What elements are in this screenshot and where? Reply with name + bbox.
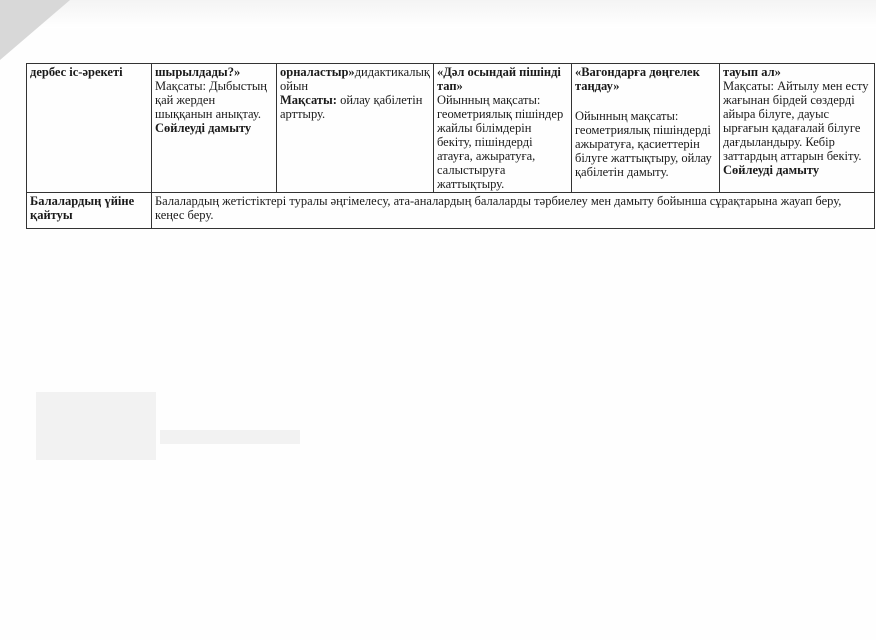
scan-top-edge: [0, 0, 876, 28]
cell-goal-label: Мақсаты:: [280, 93, 337, 107]
cell-title-tail: дидактикалық ойын: [280, 65, 430, 93]
table-cell: [277, 64, 434, 193]
cell-title: «Вагондарға дөңгелек таңдау»: [574, 65, 700, 93]
cell-body: ойлау қабілетін арттыру.: [280, 93, 423, 121]
cell-body: Мақсаты: Айтылу мен есту жағынан бірдей сөздерді айыра білуге, дауыс ырғағын қадағалай білуге дағдыландыру. Кебір заттардың аттарын бекіту.: [722, 79, 869, 163]
cell-skill: Сөйлеуді дамыту: [722, 163, 820, 177]
row-header-cell: [27, 193, 152, 229]
table-cell: [719, 64, 874, 193]
cell-title: «Дәл осындай пішінді тап»: [436, 65, 561, 93]
scan-corner-shadow: [0, 0, 70, 60]
cell-title: тауып ал»: [722, 65, 781, 79]
table-row: [27, 193, 875, 229]
cell-body: Ойынның мақсаты: геометриялық пішіндер жайлы білімдерін бекіту, пішіндерді атауға, ажыратуға, салыстыруға жаттықтыру.: [436, 93, 564, 191]
cell-body: Ойынның мақсаты: геометриялық пішіндерді ажыратуға, қасиеттерін білуге жаттықтыру, ойлау қабілетін дамыту.: [574, 109, 712, 179]
table-cell-merged: [152, 193, 875, 229]
table-cell: [152, 64, 277, 193]
activity-table: [26, 63, 875, 229]
document-page: [26, 63, 875, 229]
table-cell: [571, 64, 719, 193]
row-header: Балалардың үйіне қайтуы: [30, 194, 135, 222]
cell-title: шырылдады?»: [155, 65, 241, 79]
table-row: [27, 64, 875, 193]
scan-bleed-through: [160, 430, 300, 444]
cell-skill: Сөйлеуді дамыту: [155, 121, 252, 135]
cell-title: орналастыр»: [280, 65, 355, 79]
row-header-cell: [27, 64, 152, 193]
row-header: дербес іс-әрекеті: [30, 65, 123, 79]
cell-body: Балалардың жетістіктері туралы әңгімелесу, ата-аналардың балаларды тәрбиелеу мен дамыту бойынша сұрақтарына жауап беру, кеңес беру.: [155, 194, 842, 222]
cell-body: Мақсаты: Дыбыстың қай жерден шыққанын анықтау.: [155, 79, 267, 121]
table-cell: [433, 64, 571, 193]
scan-bleed-through: [36, 392, 156, 460]
